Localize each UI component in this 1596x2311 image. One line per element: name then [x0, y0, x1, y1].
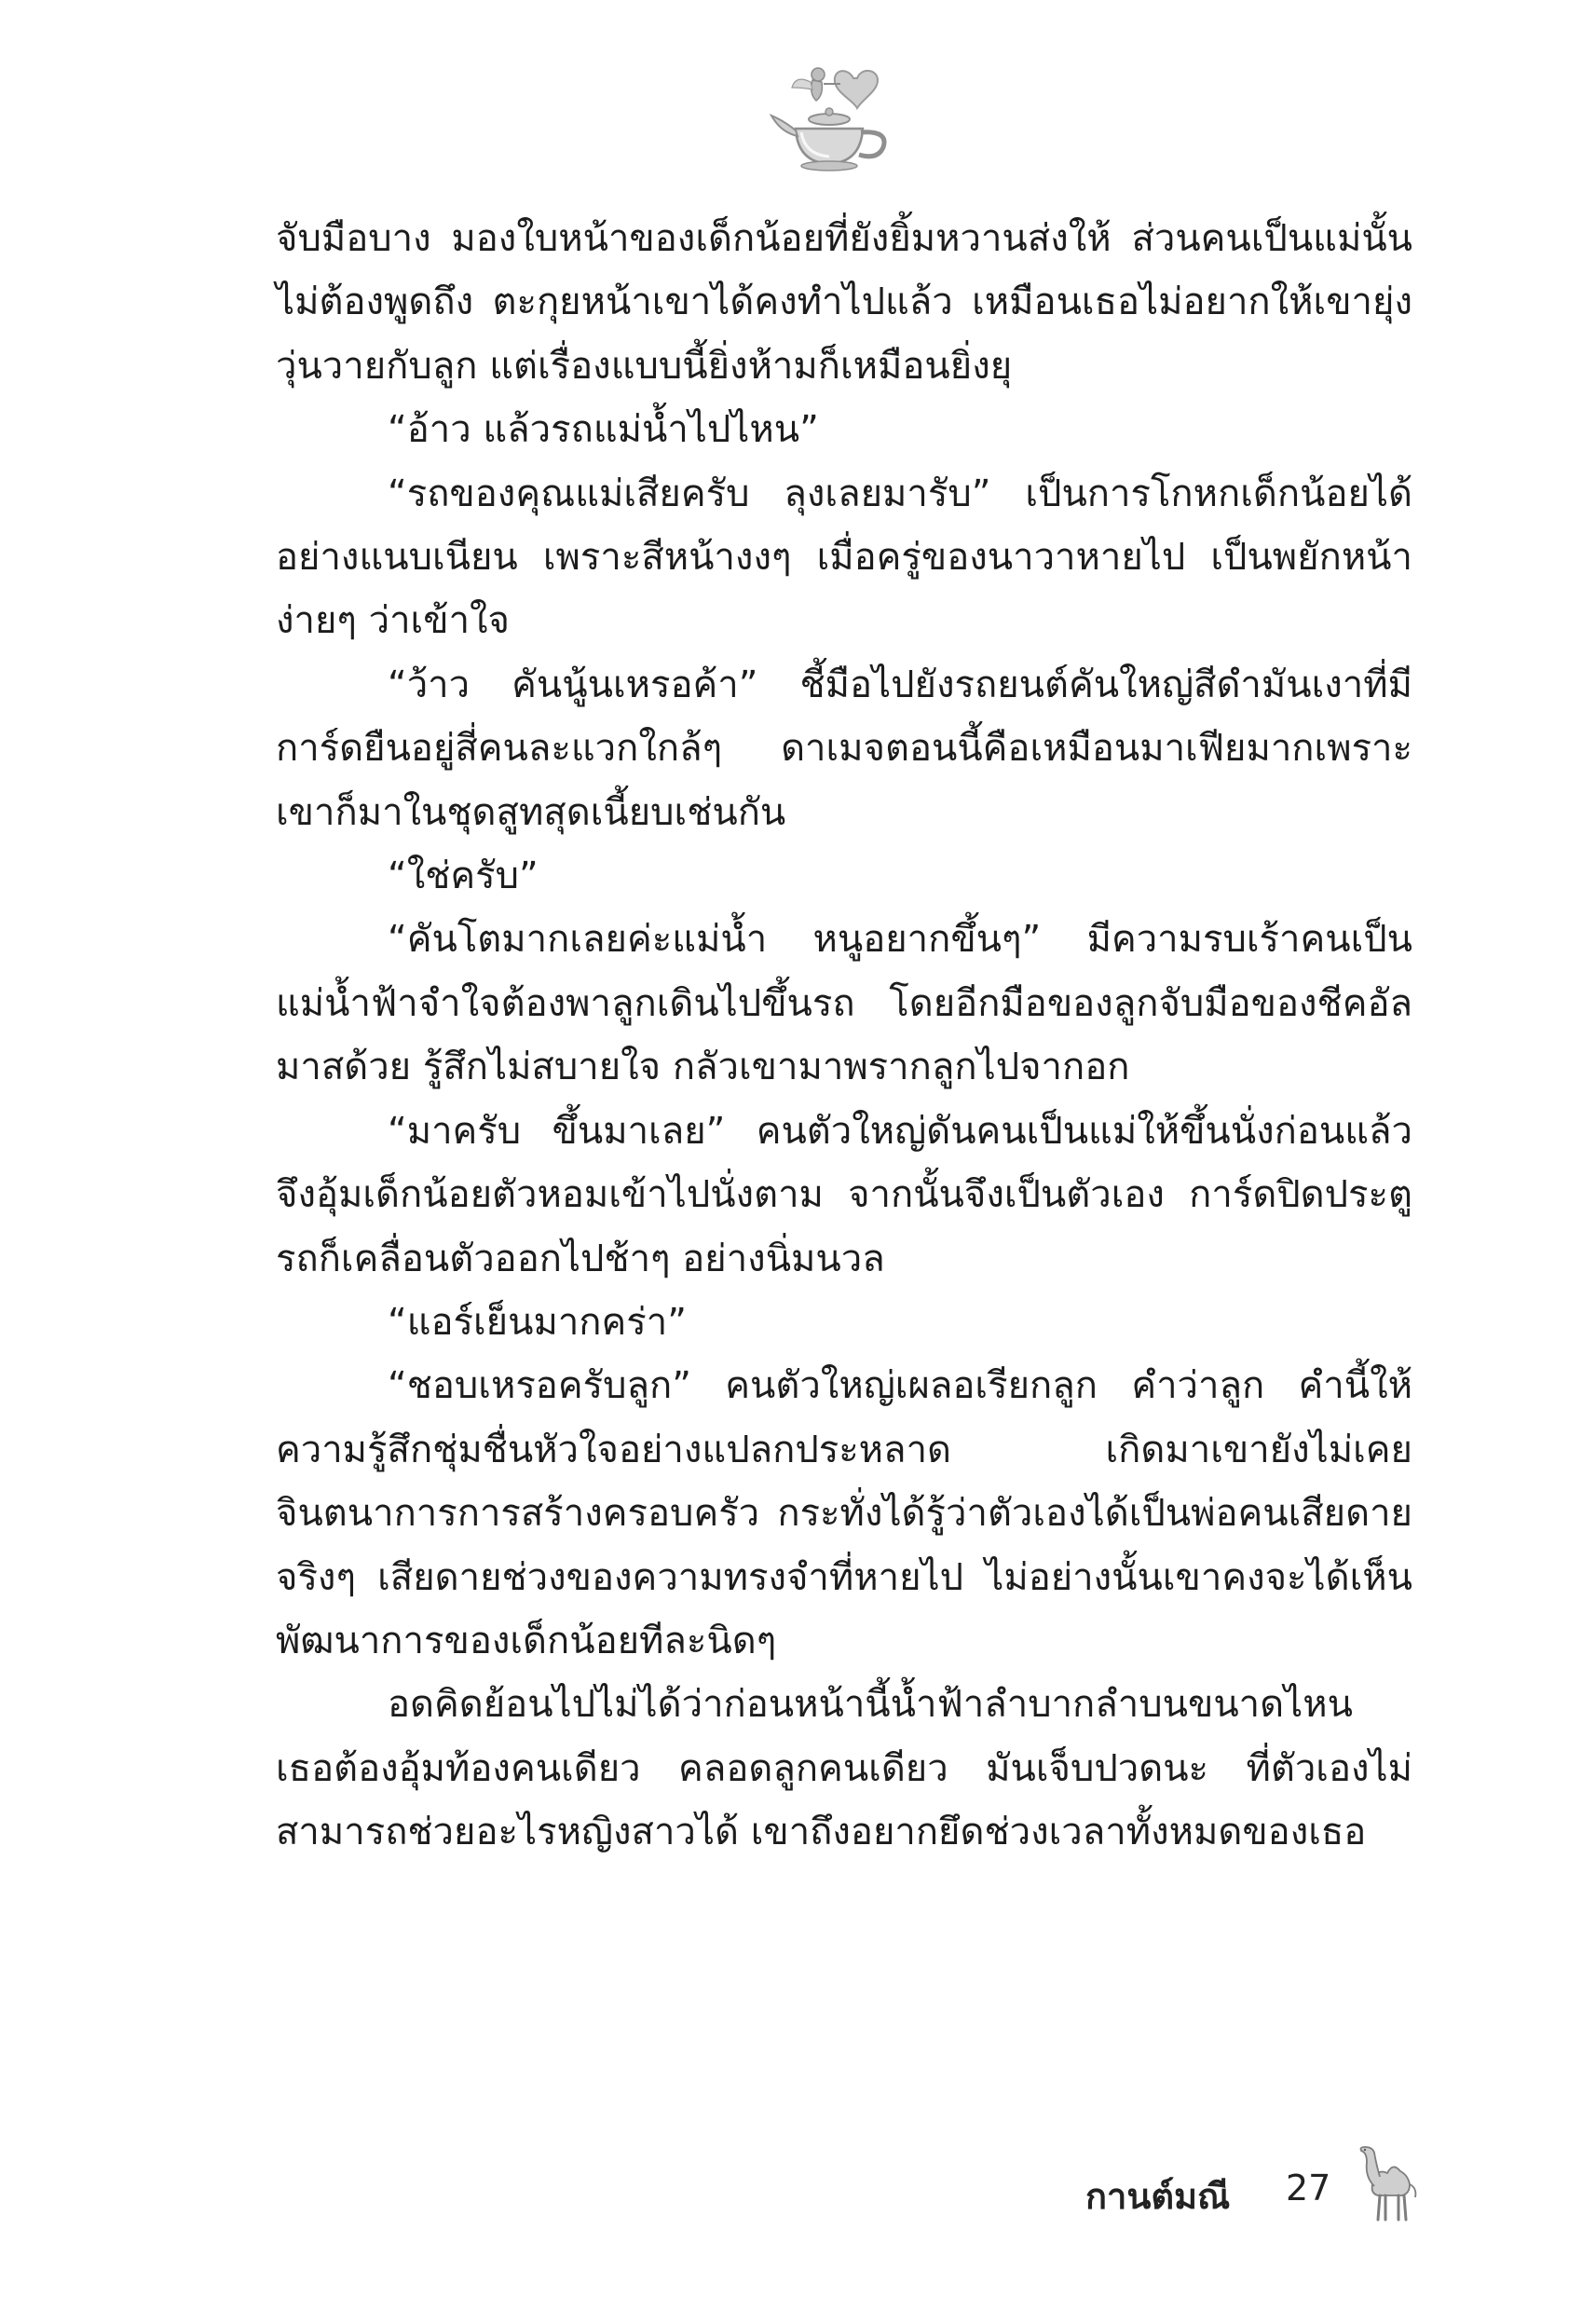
paragraph: “แอร์เย็นมากคร่า” [388, 1300, 687, 1344]
paragraph: “คันโตมากเลยค่ะแม่น้ำ หนูอยากขึ้นๆ” มีความรบเร้าคนเป็นแม่น้ำฟ้าจำใจต้องพาลูกเดินไปขึ้นรถ โดยอีกมือของลูกจับมือของชีคอัลมาสด้วย รู้สึกไม่สบายใจ กลัวเขามาพรากลูกไปจากอก [276, 918, 1412, 1089]
paragraph: อดคิดย้อนไปไม่ได้ว่าก่อนหน้านี้น้ำฟ้าลำบากลำบนขนาดไหน เธอต้องอุ้มท้องคนเดียว คลอดลูกคนเดียว มันเจ็บปวดนะ ที่ตัวเองไม่สามารถช่วยอะไรหญิงสาวได้ เขาถึงอยากยึดช่วงเวลาทั้งหมดของเธอ [276, 1683, 1412, 1854]
paragraph: “รถของคุณแม่เสียครับ ลุงเลยมารับ” เป็นการโกหกเด็กน้อยได้อย่างแนบเนียน เพราะสีหน้างงๆ เมื่อครู่ของนาวาหายไป เป็นพยักหน้าง่ายๆ ว่าเข้าใจ [276, 472, 1412, 643]
camel-icon [1356, 2140, 1425, 2223]
paragraph: “มาครับ ขึ้นมาเลย” คนตัวใหญ่ดันคนเป็นแม่ให้ขึ้นนั่งก่อนแล้วจึงอุ้มเด็กน้อยตัวหอมเข้าไปนั่งตาม จากนั้นจึงเป็นตัวเอง การ์ดปิดประตู รถก็เคลื่อนตัวออกไปช้าๆ อย่างนิ่มนวล [276, 1109, 1412, 1280]
paragraph: จับมือบาง มองใบหน้าของเด็กน้อยที่ยังยิ้มหวานส่งให้ ส่วนคนเป็นแม่นั้นไม่ต้องพูดถึง ตะกุยหน้าเขาได้คงทำไปแล้ว เหมือนเธอไม่อยากให้เขายุ่งวุ่นวายกับลูก แต่เรื่องแบบนี้ยิ่งห้ามก็เหมือนยิ่งยุ [276, 217, 1412, 388]
paragraph: “ใช่ครับ” [388, 855, 539, 898]
page-footer [1071, 2134, 1425, 2227]
teapot-heart-ornament-icon [764, 47, 904, 186]
chapter-body [276, 207, 1412, 1865]
paragraph: “ชอบเหรอครับลูก” คนตัวใหญ่เผลอเรียกลูก คำว่าลูก คำนี้ให้ความรู้สึกชุ่มชื่นหัวใจอย่างแปลกประหลาด เกิดมาเขายังไม่เคยจินตนาการการสร้างครอบครัว กระทั่งได้รู้ว่าตัวเองได้เป็นพ่อคนเสียดายจริงๆ เสียดายช่วงของความทรงจำที่หายไป ไม่อย่างนั้นเขาคงจะได้เห็นพัฒนาการของเด็กน้อยทีละนิดๆ [276, 1364, 1412, 1662]
author-name: กานต์มณี [1085, 2176, 1231, 2217]
paragraph: “ว้าว คันนู้นเหรอค้า” ชี้มือไปยังรถยนต์คันใหญ่สีดำมันเงาที่มีการ์ดยืนอยู่สี่คนละแวกใกล้ๆ ดาเมจตอนนี้คือเหมือนมาเฟียมากเพราะเขาก็มาในชุดสูทสุดเนี้ยบเช่นกัน [276, 663, 1412, 834]
page-number: 27 [1286, 2167, 1331, 2208]
paragraph: “อ้าว แล้วรถแม่น้ำไปไหน” [388, 408, 819, 452]
